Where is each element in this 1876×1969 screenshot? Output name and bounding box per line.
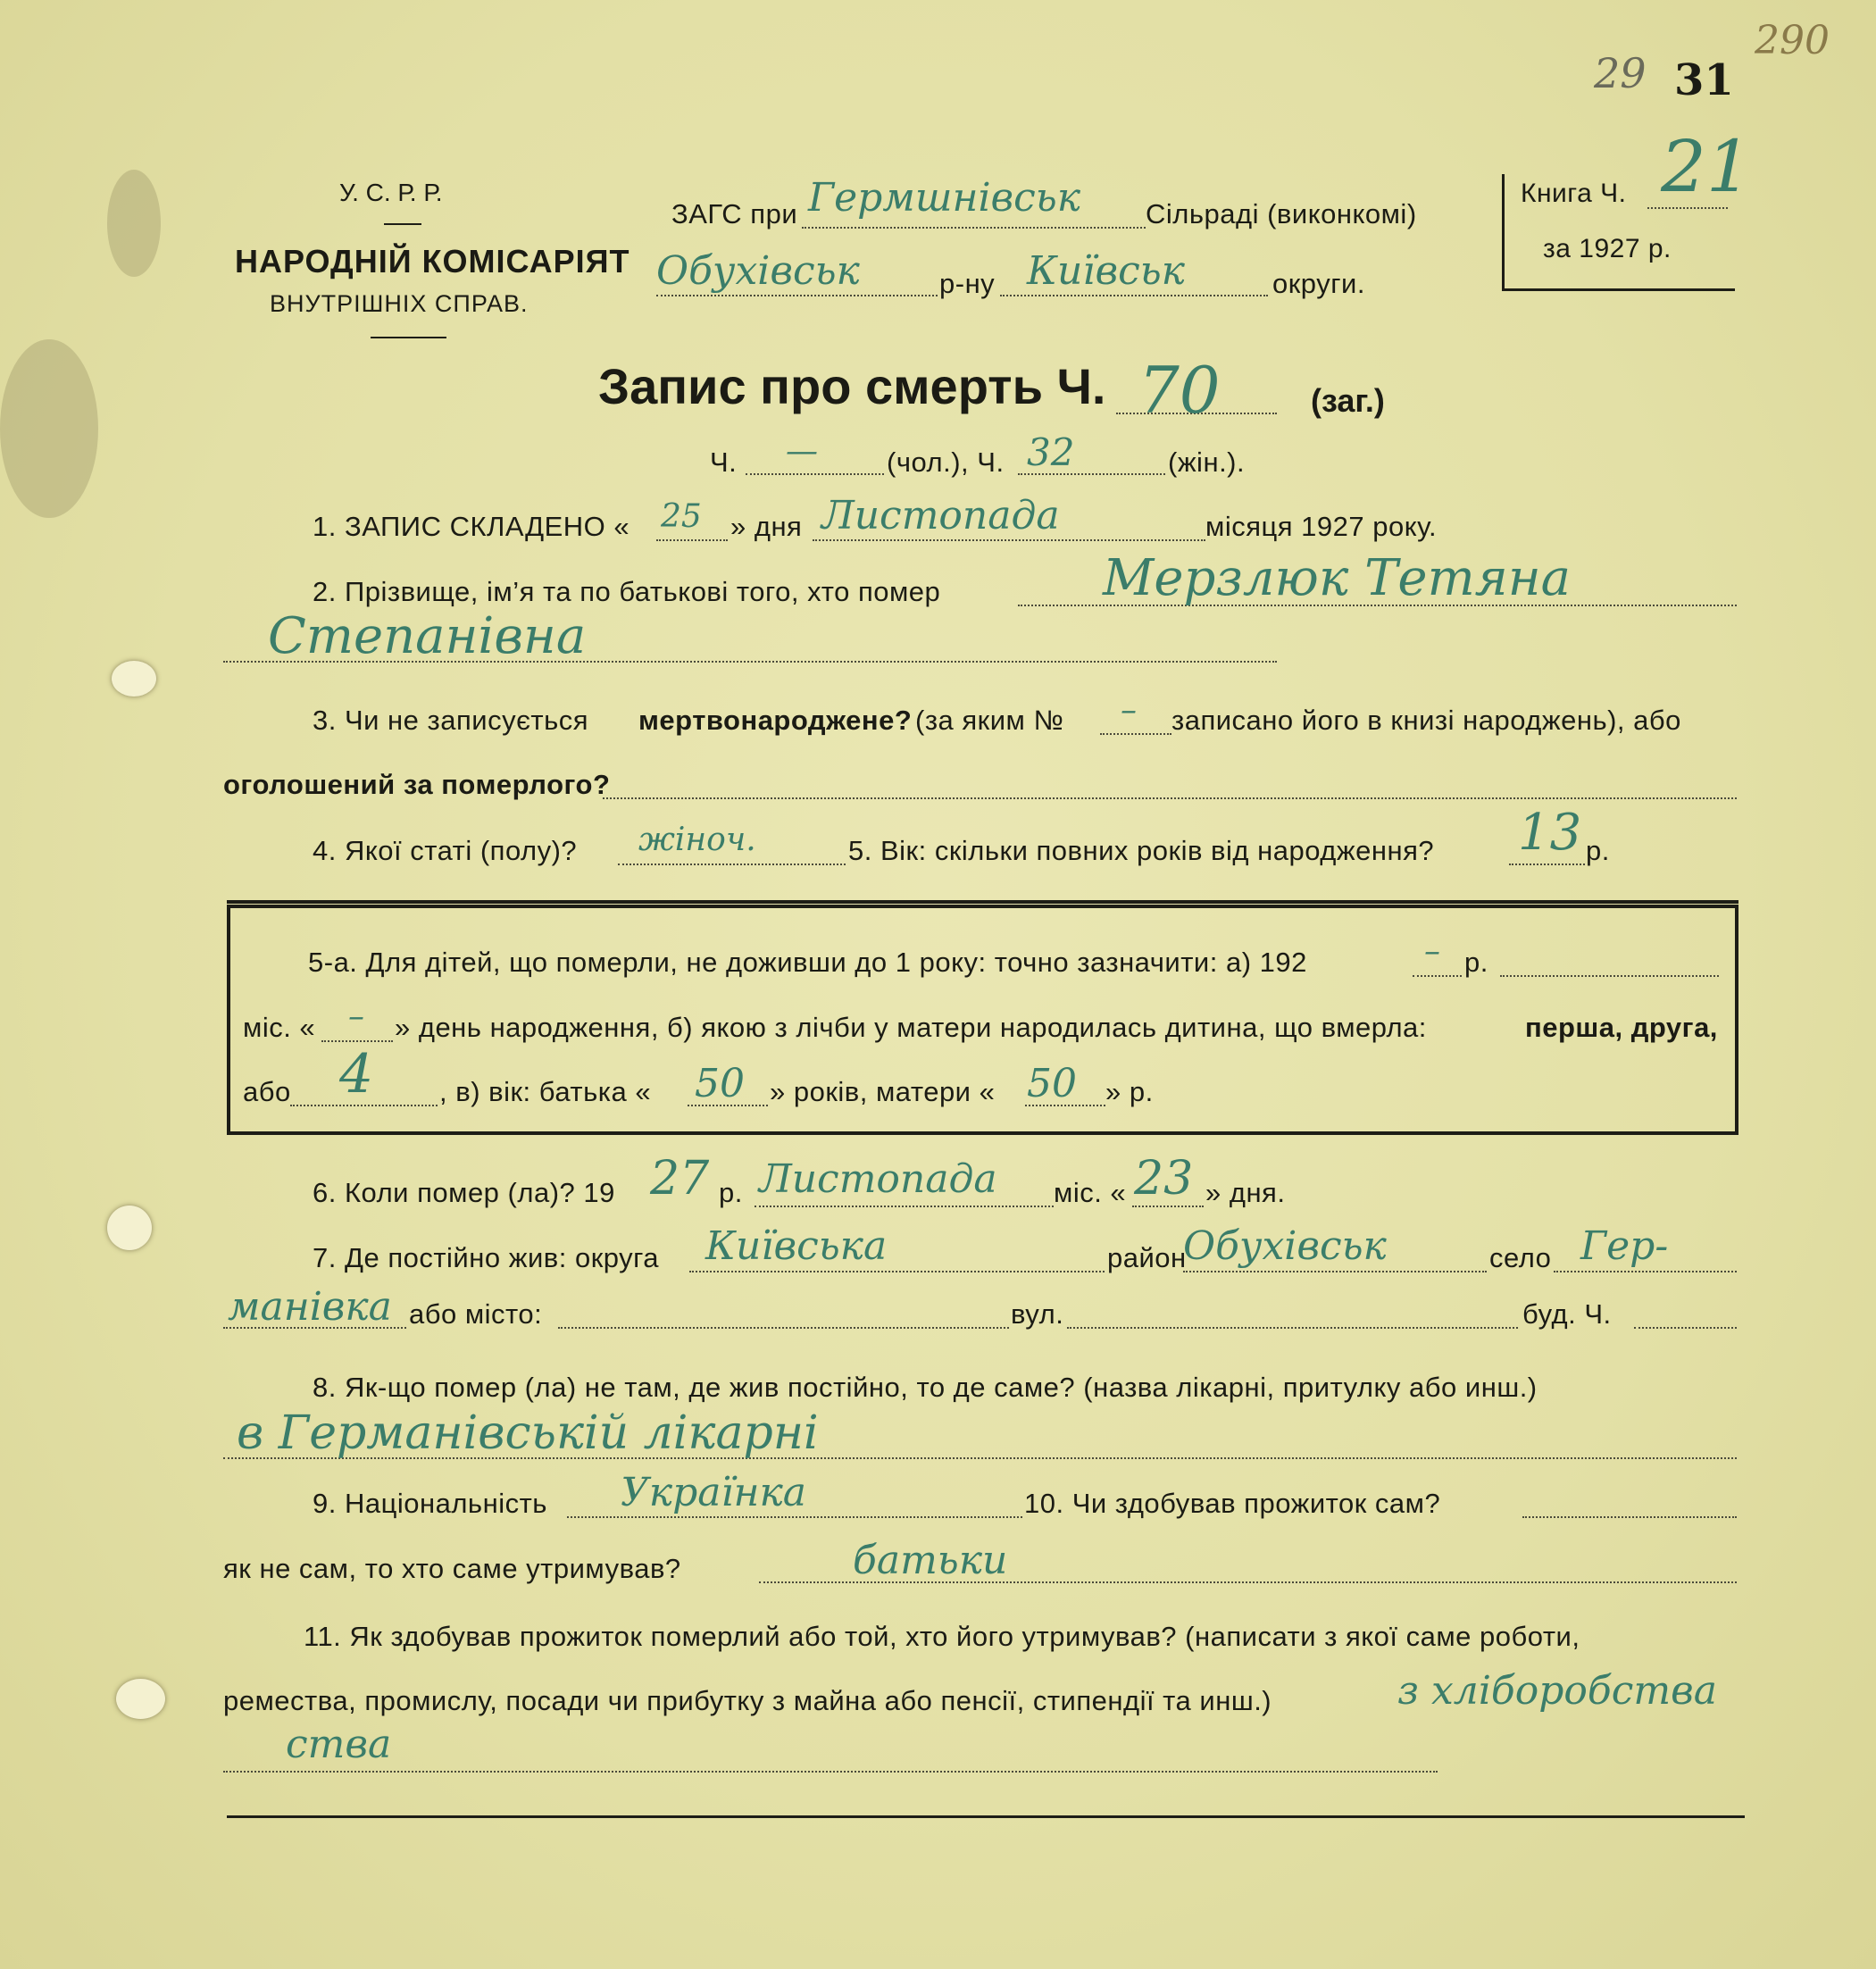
zags-rayon-label: р-ну xyxy=(939,268,996,299)
record-male-label: (чол.), Ч. xyxy=(887,446,1005,478)
f6-tail: » дня. xyxy=(1205,1177,1286,1208)
f5a-line2-mid: » день народження, б) якою з лічби у матери народилась дитина, що вмерла: xyxy=(395,1012,1427,1043)
f7-house-label: буд. Ч. xyxy=(1522,1298,1612,1330)
f5a-day: – xyxy=(348,998,364,1035)
f5a-year-suffix: – xyxy=(1424,933,1440,970)
f11-value-part2: ства xyxy=(286,1722,392,1767)
f4-sex: жіноч. xyxy=(638,822,756,858)
record-female-count: 32 xyxy=(1027,430,1075,474)
record-ch-label: Ч. xyxy=(710,446,738,478)
f7-street-label: вул. xyxy=(1011,1298,1064,1330)
dotted-line xyxy=(1634,1327,1737,1329)
f7-label: 7. Де постійно жив: округа xyxy=(313,1242,660,1273)
section-rule xyxy=(227,900,1738,904)
f8-label: 8. Як-що помер (ла) не там, де жив постійно, то де саме? (назва лікарні, притулку або инш.) xyxy=(313,1372,1538,1403)
f7-rayon: Обухівськ xyxy=(1183,1223,1387,1269)
f5a-line3-pre: або xyxy=(243,1076,291,1107)
dotted-line xyxy=(618,864,846,865)
f6-label: 6. Коли помер (ла)? 19 xyxy=(313,1177,615,1208)
record-number: 70 xyxy=(1138,353,1221,428)
f10-sub: як не сам, то хто саме утримував? xyxy=(223,1553,681,1584)
f5a-first-second: перша, друга, xyxy=(1525,1012,1718,1043)
f11-value-part1: з хліборобства xyxy=(1397,1668,1717,1714)
f4-age-unit: р. xyxy=(1586,835,1610,866)
f6-year: 27 xyxy=(650,1152,710,1206)
stain xyxy=(0,339,98,518)
stain xyxy=(107,170,161,277)
record-male-count: — xyxy=(786,433,818,470)
f5a-mother-age: 50 xyxy=(1027,1061,1077,1106)
dotted-line xyxy=(1100,733,1171,735)
f2-name-line1: Мерзлюк Тетяна xyxy=(1103,549,1572,607)
record-title: Запис про смерть Ч. xyxy=(598,358,1106,414)
f1-mid: » дня xyxy=(730,511,803,542)
page-number: 31 xyxy=(1674,55,1734,105)
f7-okruha: Київська xyxy=(705,1223,888,1269)
f7-selo-part2: манівка xyxy=(228,1284,392,1330)
dotted-line xyxy=(603,797,1737,799)
f5a-line3-tail: » р. xyxy=(1105,1076,1154,1107)
dotted-line xyxy=(813,539,1205,541)
zags-okruha-value: Київськ xyxy=(1027,248,1185,294)
dotted-line xyxy=(1067,1327,1518,1329)
divider xyxy=(384,223,421,225)
dotted-line xyxy=(755,1206,1054,1207)
zags-prefix: ЗАГС при xyxy=(671,198,798,229)
f1-day: 25 xyxy=(661,498,702,535)
divider xyxy=(371,337,446,338)
f3-pre: 3. Чи не записується xyxy=(313,705,589,736)
f4-age-label: 5. Вік: скільки повних років від народження? xyxy=(848,835,1435,866)
f10-value: батьки xyxy=(853,1538,1008,1583)
f2-label: 2. Прізвище, ім’я та по батькові того, хто помер xyxy=(313,576,941,607)
f3-declared: оголошений за померлого? xyxy=(223,769,611,800)
f7-selo-part1: Гер- xyxy=(1580,1223,1669,1269)
f4-label: 4. Якої статі (полу)? xyxy=(313,835,578,866)
zags-rayon-value: Обухівськ xyxy=(656,248,860,294)
department-label: ВНУТРІШНІХ СПРАВ. xyxy=(270,290,529,317)
dotted-line xyxy=(223,1771,1438,1773)
f9-label: 9. Національність xyxy=(313,1488,547,1519)
dotted-line xyxy=(802,227,1146,229)
f4-age: 13 xyxy=(1518,804,1582,862)
f6-month: Листопада xyxy=(759,1156,997,1202)
f5a-line2-pre: міс. « xyxy=(243,1012,316,1043)
zags-okruha-label: округи. xyxy=(1272,268,1365,299)
f5a-line1: 5-а. Для дітей, що померли, не доживши до 1 року: точно зазначити: а) 192 xyxy=(308,947,1307,978)
f6-mis: міс. « xyxy=(1054,1177,1127,1208)
f1-tail: місяця 1927 року. xyxy=(1205,511,1438,542)
book-label: Книга Ч. xyxy=(1521,179,1627,208)
f7-selo-label: село xyxy=(1489,1242,1552,1273)
dotted-line xyxy=(689,1271,1105,1272)
zags-council-value: Гермшнівськ xyxy=(808,175,1081,221)
record-suffix: (заг.) xyxy=(1311,382,1385,419)
book-number: 21 xyxy=(1661,125,1752,208)
archive-number-handwritten: 29 xyxy=(1594,49,1647,97)
punch-hole xyxy=(116,1679,165,1719)
dotted-line xyxy=(1500,975,1719,977)
dotted-line xyxy=(1413,975,1462,977)
commissariat-label: НАРОДНІЙ КОМІСАРІЯТ xyxy=(235,243,630,279)
dotted-line xyxy=(1183,1271,1487,1272)
punch-hole xyxy=(112,661,156,697)
f5a-line3-mid: , в) вік: батька « xyxy=(439,1076,652,1107)
dotted-line xyxy=(1522,1516,1737,1518)
f10-label: 10. Чи здобував прожиток сам? xyxy=(1024,1488,1441,1519)
f6-r: р. xyxy=(719,1177,743,1208)
republic-label: У. С. Р. Р. xyxy=(339,179,443,206)
f11-line1: 11. Як здобував прожиток померлий або той, хто його утримував? (написати з якої саме роботи, xyxy=(304,1621,1580,1652)
f3-tail: записано його в книзі народжень), або xyxy=(1171,705,1681,736)
f3-stillborn: мертвонароджене? xyxy=(638,705,913,736)
f5a-line3-mid2: » років, матери « xyxy=(770,1076,996,1107)
dotted-line xyxy=(656,539,728,541)
dotted-line xyxy=(1554,1271,1737,1272)
dotted-line xyxy=(1509,864,1585,865)
zags-suffix: Сільраді (виконкомі) xyxy=(1146,198,1417,229)
f9-value: Українка xyxy=(621,1470,807,1515)
dotted-line xyxy=(656,295,938,296)
book-year: за 1927 р. xyxy=(1543,234,1672,263)
f11-line2: ремества, промислу, посади чи прибутку з майна або пенсії, стипендії та инш.) xyxy=(223,1685,1272,1716)
f1-month: Листопада xyxy=(821,493,1060,538)
dotted-line xyxy=(1000,295,1268,296)
archive-number-corner: 290 xyxy=(1755,18,1830,63)
dotted-line xyxy=(321,1040,393,1042)
f7-city-label: або місто: xyxy=(409,1298,543,1330)
dotted-line xyxy=(746,473,884,475)
dotted-line xyxy=(558,1327,1009,1329)
f8-value: в Германівській лікарні xyxy=(237,1406,819,1460)
record-female-label: (жін.). xyxy=(1168,446,1246,478)
f3-num: – xyxy=(1121,692,1137,729)
f7-rayon-label: район xyxy=(1107,1242,1187,1273)
f5a-year-unit: р. xyxy=(1464,947,1488,978)
bottom-rule xyxy=(227,1815,1745,1818)
f3-mid: (за яким № xyxy=(915,705,1064,736)
punch-hole xyxy=(107,1206,152,1250)
dotted-line xyxy=(1132,1206,1204,1207)
f1-label: 1. ЗАПИС СКЛАДЕНО « xyxy=(313,511,630,542)
f2-name-line2: Степанівна xyxy=(268,607,587,665)
f5a-order: 4 xyxy=(339,1043,374,1105)
dotted-line xyxy=(567,1516,1022,1518)
f5a-father-age: 50 xyxy=(695,1061,745,1106)
f6-day: 23 xyxy=(1134,1152,1194,1206)
